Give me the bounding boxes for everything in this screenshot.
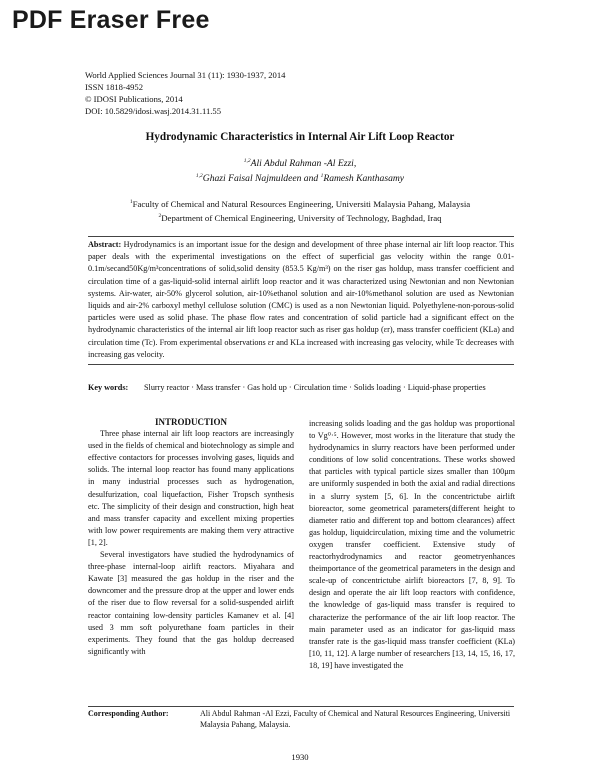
abstract-label: Abstract: xyxy=(88,240,122,249)
corresponding-text: Ali Abdul Rahman -Al Ezzi, Faculty of Chemical and Natural Resources Engineering, Universiti Malaysia Pahang, Malaysia. xyxy=(200,709,511,729)
keywords xyxy=(88,382,514,394)
affiliation-2: Department of Chemical Engineering, University of Technology, Baghdad, Iraq xyxy=(161,212,442,223)
journal-header xyxy=(85,69,285,117)
section-heading: INTRODUCTION xyxy=(154,417,227,427)
journal-copyright: © IDOSI Publications, 2014 xyxy=(85,94,183,104)
author-list xyxy=(0,155,600,185)
journal-issn: ISSN 1818-4952 xyxy=(85,82,144,92)
watermark: PDF Eraser Free xyxy=(12,6,210,34)
corresponding-label: Corresponding Author: xyxy=(88,709,169,718)
corresponding-author xyxy=(88,708,528,730)
intro-paragraph-1: Three phase internal air lift loop reactors are increasingly used in the fields of chemical and biotechnology as simple and effective contactors for processes involving gases, liquids and solids. The internal loop reactor has found many applications in many industrial processes such as hydrogenation, desulfurization, coal liquefaction, Fisher Tropsch synthesis etc. The simplicity of their design and construction, high heat and mass transfer capacity and excellent mixing properties with low power requirements are making them very attractive [1, 2]. xyxy=(88,429,294,547)
paper-title: Hydrodynamic Characteristics in Internal Air Lift Loop Reactor xyxy=(145,131,455,143)
affiliations xyxy=(0,196,600,224)
affil-sup: 2 xyxy=(158,212,162,219)
journal-doi: DOI: 10.5829/idosi.wasj.2014.31.11.55 xyxy=(85,106,221,116)
keywords-text: Slurry reactor · Mass transfer · Gas hold up · Circulation time · Solids loading · Liquid-phase properties xyxy=(144,383,486,392)
author-sup: 1,2 xyxy=(243,158,251,164)
abstract-text: Hydrodynamics is an important issue for the design and development of three phase internal air lift loop reactor. This paper deals with the experimental investigations on the effect of superficial gas velocity within the range 0.01-0.1m/secand50Kg/m³concentrations of solid,solid density (853.5 Kg/m³) on the riser gas holdup, mass transfer coefficient and circulation time of a gas-liquid-solid internal airlift loop reactor and it was characterized using Newtonian and non Newtonian systems. Air-water, air-50% glycerol solution, air-10%ethanol solution and air-10%methanol solution are used as Newtonian liquids and air-2% carboxyl methyl cellulose solution (CMC) is used as a non Newtonian liquid. Polyethylene-non-porous-solid particles were used as solid phase. The phase flow rates and concentration of solid particle had a significant effect on the hydrodynamic characteristics of the internal air lift loop reactor such as riser gas holdup (εr), mass transfer coefficient (KLa) and circulation time (Tc). From experimental observations εr and KLa increased with increasing gas velocity, while Tc decreases with increasing gas velocity. xyxy=(88,240,514,359)
intro-paragraph-3: increasing solids loading and the gas holdup was proportional to Vg⁰·⁵. However, most works in the literature that study the hydrodynamics in slurry reactors have been performed under conditions of low solid concentrations. These works showed that particles with typical particle sizes smaller than 100μm are uniformly suspended in both the axial and radial directions in a slurry system [5, 6]. In the concentrictube airlift bioreactor, some geometrical parameters(different height to diameter ratio and different top and bottom clearances) affect gas holdup, liquidcirculation, mixing time and the volumetric oxygen transfer coefficient. Extensive study of reactorhydrodynamics and reactor geometryenhances theimportance of the geometrical parameters in the design and scale-up of concentrictube airlift bioreactors [7, 8, 9]. To design and operate the air lift loop reactors with confidence, the knowledge of gas-liquid mass transfer is required to characterize the performance of the air lift loop reactor. The main parameter used as an indicator for gas-liquid mass transfer rate is the gas-liquid mass transfer coefficient (KLa) [10, 11, 12]. A large number of researchers [13, 14, 15, 16, 17, 18, 19] have investigated the xyxy=(309,419,515,670)
body-column-left xyxy=(88,416,294,658)
affil-sup: 1 xyxy=(129,199,133,205)
footer-divider xyxy=(88,706,514,707)
page-number: 1930 xyxy=(291,752,309,762)
author-3: Ramesh Kanthasamy xyxy=(323,173,405,185)
intro-paragraph-2: Several investigators have studied the hydrodynamics of three-phase internal-loop airlift reactors. Miyahara and Kawate [3] measured the gas holdup in the riser and the downcomer and the pressure drop at the upper and lower ends of the riser due to flow reversal for a solid-suspended airlift reactor containing low-density particles Kamanev et al. [4] used 3 mm soft polyurethane foam particles in their experiments. They found that the gas holdup decreased significantly with xyxy=(88,550,294,656)
author-1: Ali Abdul Rahman -Al Ezzi, xyxy=(250,158,357,170)
abstract xyxy=(88,236,514,365)
author-2: Ghazi Faisal Najmuldeen and xyxy=(202,173,321,185)
keywords-label: Key words: xyxy=(88,383,129,392)
author-sup: 1 xyxy=(320,173,324,180)
affiliation-1: Faculty of Chemical and Natural Resources Engineering, Universiti Malaysia Pahang, Malaysia xyxy=(132,198,471,209)
author-sup: 1,2 xyxy=(195,173,203,180)
journal-citation: World Applied Sciences Journal 31 (11): 1930-1937, 2014 xyxy=(85,70,286,80)
body-column-right xyxy=(309,418,515,672)
